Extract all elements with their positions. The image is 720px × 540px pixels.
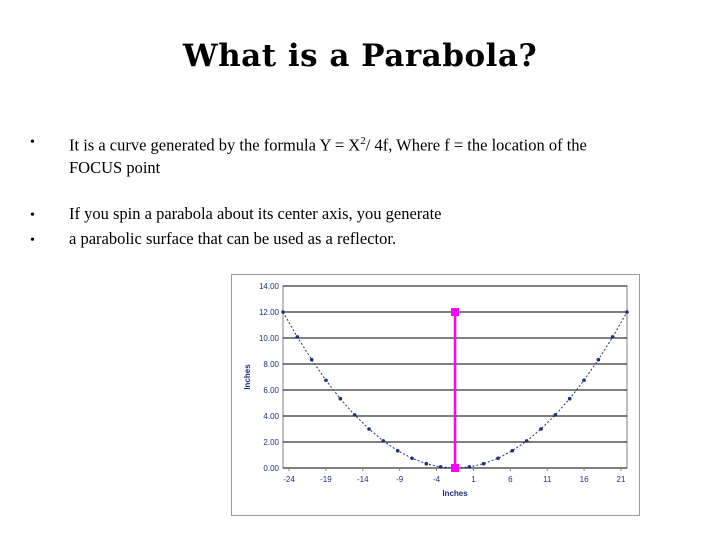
x-tick-label: -14 <box>356 475 369 484</box>
data-point <box>382 439 386 443</box>
data-point <box>324 378 328 382</box>
data-point <box>496 456 500 460</box>
bullet-text: If you spin a parabola about its center axis, you generate <box>69 204 442 223</box>
data-point <box>396 449 400 453</box>
data-point <box>425 462 429 466</box>
data-point <box>410 456 414 460</box>
data-point <box>597 358 601 362</box>
x-tick-label: 16 <box>579 475 589 484</box>
x-tick-label: -19 <box>320 475 332 484</box>
bullet-marker: • <box>30 135 35 150</box>
x-tick-label: 6 <box>508 475 513 484</box>
y-tick-label: 14.00 <box>258 282 279 291</box>
data-point <box>339 397 343 401</box>
data-point <box>511 449 515 453</box>
data-point <box>625 310 629 314</box>
focus-point-marker <box>451 308 459 316</box>
x-axis-label: Inches <box>442 489 468 498</box>
data-point <box>296 335 300 339</box>
data-point <box>439 465 443 469</box>
data-point <box>525 439 529 443</box>
data-point <box>281 310 285 314</box>
x-tick-label: -24 <box>283 475 295 484</box>
data-point <box>611 335 615 339</box>
y-tick-label: 4.00 <box>263 412 279 421</box>
bullet-marker: • <box>30 233 35 248</box>
bullet-1-superscript: 2 <box>360 135 366 147</box>
data-point <box>582 378 586 382</box>
parabola-chart <box>231 274 640 516</box>
data-point <box>482 462 486 466</box>
data-point <box>554 413 558 417</box>
bullet-1-line1-rest: / 4f, Where f = the location of the <box>365 135 587 155</box>
y-tick-label: 0.00 <box>263 464 279 473</box>
bullet-marker: • <box>30 208 35 223</box>
x-tick-label: -9 <box>396 475 404 484</box>
x-tick-label: 11 <box>543 475 552 484</box>
bullet-text <box>69 130 689 179</box>
parabola-chart-svg <box>232 275 639 515</box>
x-tick-label: 21 <box>616 475 626 484</box>
y-axis-label: Inches <box>243 364 252 390</box>
bullet-1-line1: It is a curve generated by the formula Y = X <box>69 135 361 155</box>
slide-title: What is a Parabola? <box>182 38 538 74</box>
data-point <box>568 397 572 401</box>
data-point <box>310 358 314 362</box>
vertex-point-marker <box>451 464 459 472</box>
data-point <box>367 427 371 431</box>
y-tick-label: 10.00 <box>258 334 279 343</box>
data-point <box>353 413 357 417</box>
bullet-1-line2: FOCUS point <box>69 157 161 177</box>
y-tick-label: 6.00 <box>263 386 279 395</box>
x-tick-label: -4 <box>432 475 441 484</box>
y-tick-label: 12.00 <box>258 308 279 317</box>
bullet-text: a parabolic surface that can be used as a reflector. <box>69 229 397 248</box>
data-point <box>539 427 543 431</box>
data-point <box>468 465 472 469</box>
y-tick-label: 2.00 <box>263 438 279 447</box>
x-tick-label: 1 <box>471 475 476 484</box>
y-tick-label: 8.00 <box>263 360 279 369</box>
